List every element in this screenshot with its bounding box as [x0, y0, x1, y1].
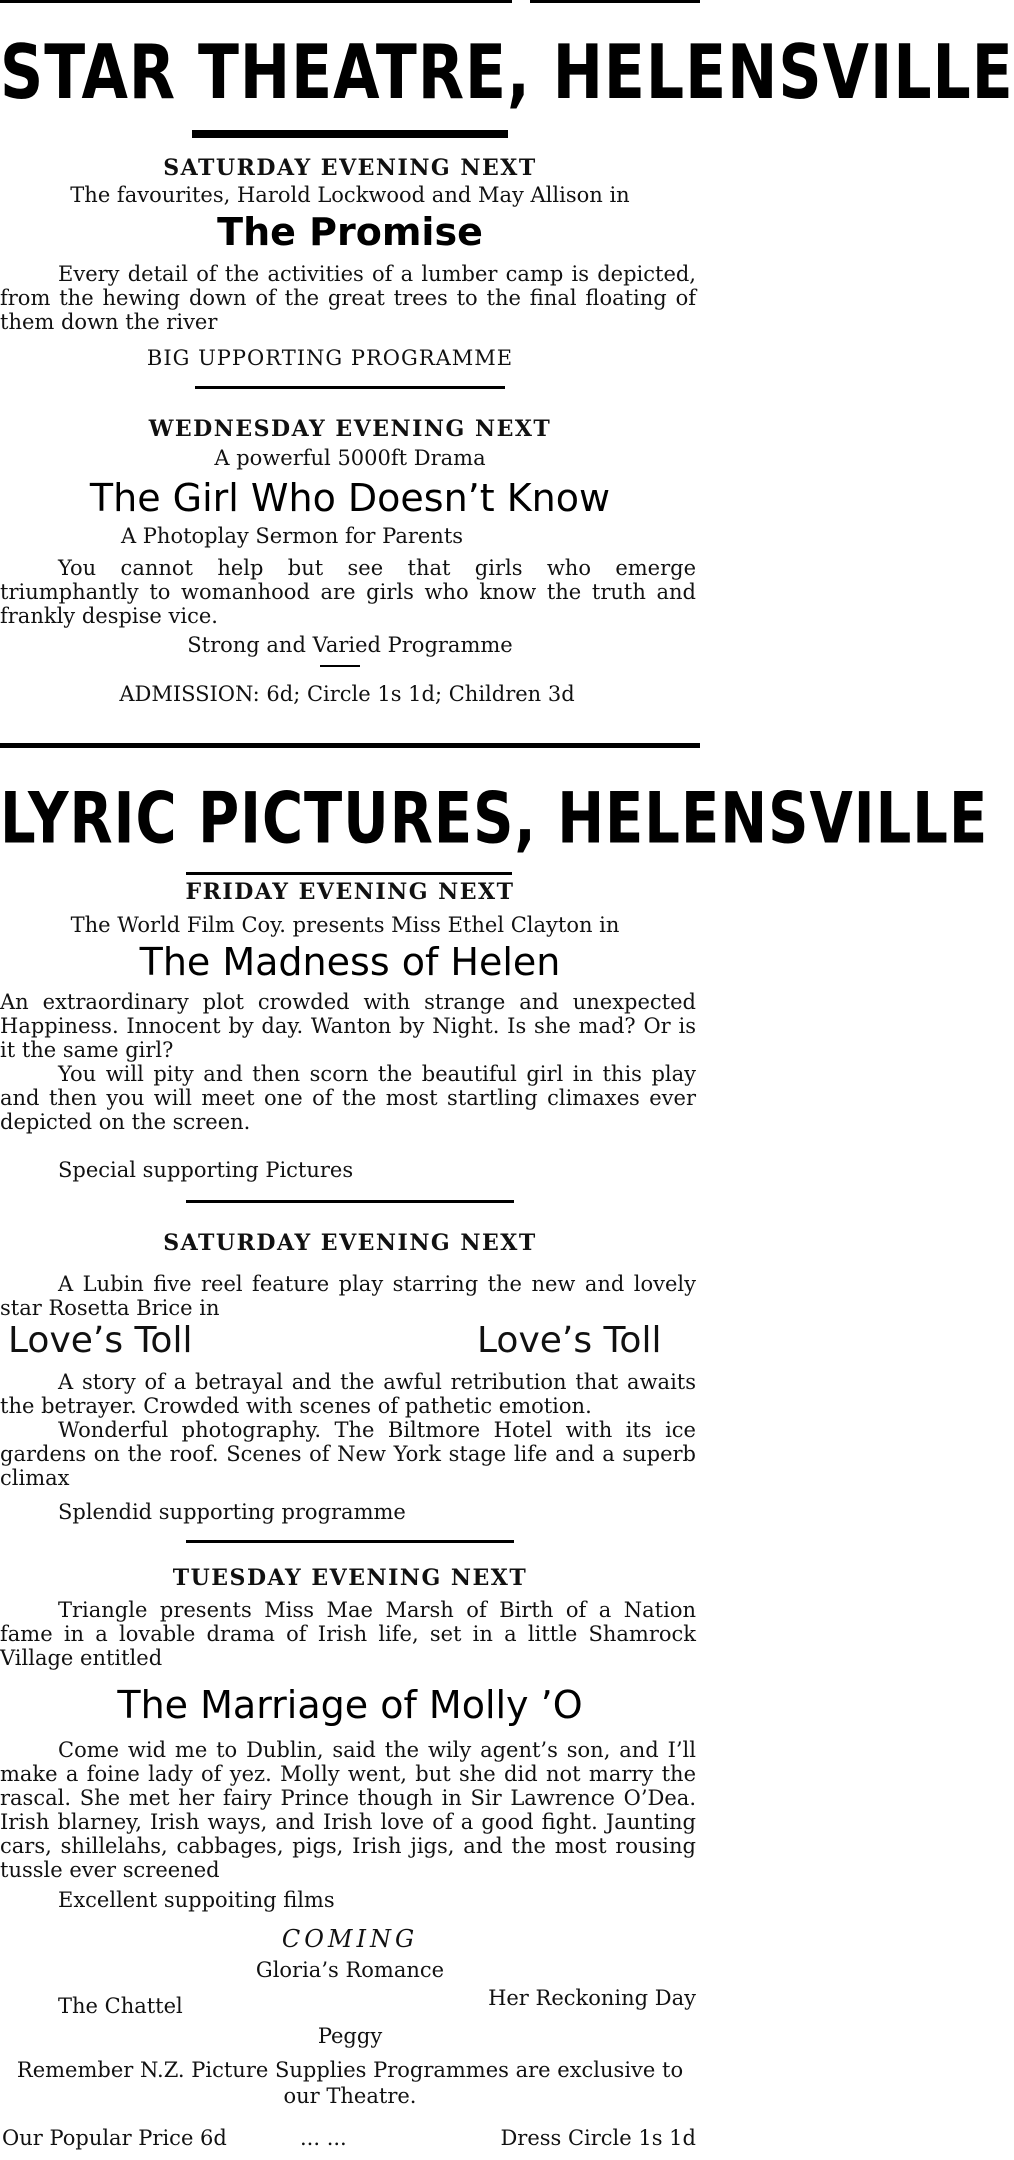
lyric-saturday-desc-para2: Wonderful photography. The Biltmore Hotel with its ice gardens on the roof. Scenes of New York stage life and a superb climax	[0, 1418, 696, 1490]
price-leader-dots: ... ...	[300, 2126, 347, 2150]
star-admission: ADMISSION: 6d; Circle 1s 1d; Children 3d	[119, 682, 575, 706]
lyric-saturday-description	[0, 1370, 696, 1490]
lyric-saturday-title-left: Love’s Toll	[8, 1320, 193, 1361]
dress-circle-price: Dress Circle 1s 1d	[500, 2126, 696, 2150]
banner-underline	[192, 130, 508, 138]
lyric-saturday-intro: A Lubin five reel feature play starring the new and lovely star Rosetta Brice in	[0, 1272, 696, 1320]
coming-item: Peggy	[317, 2024, 383, 2048]
remember-note-continued: our Theatre.	[283, 2084, 417, 2108]
section-divider	[186, 1540, 514, 1543]
lyric-friday-title: The Madness of Helen	[139, 940, 561, 984]
coming-item: The Chattel	[58, 1994, 183, 2018]
lyric-tuesday-intro: Triangle presents Miss Mae Marsh of Birth of a Nation fame in a lovable drama of Irish life, set in a little Shamrock Village entitled	[0, 1598, 696, 1670]
major-divider	[0, 743, 700, 748]
star-wednesday-support: Strong and Varied Programme	[187, 633, 513, 657]
coming-heading: COMING	[281, 1925, 419, 1953]
lyric-tuesday-title: The Marriage of Molly ’O	[117, 1683, 583, 1727]
star-wednesday-description: You cannot help but see that girls who emerge triumphantly to womanhood are girls who know the truth and frankly despise vice.	[0, 556, 696, 628]
lyric-friday-desc-para2: You will pity and then scorn the beautiful girl in this play and then you will meet one of the most startling climaxes ever depicted on the screen.	[0, 1062, 696, 1134]
top-border-right	[530, 0, 700, 3]
star-wednesday-intro: A powerful 5000ft Drama	[214, 446, 486, 470]
coming-item: Gloria’s Romance	[255, 1958, 445, 1982]
star-saturday-title: The Promise	[217, 210, 483, 254]
lyric-friday-desc-para1: An extraordinary plot crowded with strange and unexpected Happiness. Innocent by day. Wanton by Night. Is she mad? Or is it the same girl?	[0, 990, 696, 1062]
star-theatre-banner: STAR THEATRE, HELENSVILLE	[0, 29, 1014, 117]
popular-price: Our Popular Price 6d	[2, 2126, 227, 2150]
lyric-tuesday-support: Excellent suppoiting films	[58, 1888, 335, 1912]
lyric-saturday-heading: SATURDAY EVENING NEXT	[163, 1230, 537, 1256]
lyric-saturday-desc-para1: A story of a betrayal and the awful retribution that awaits the betrayer. Crowded with scenes of pathetic emotion.	[0, 1370, 696, 1418]
star-saturday-description: Every detail of the activities of a lumber camp is depicted, from the hewing down of the great trees to the final floating of them down the river	[0, 262, 696, 334]
star-wednesday-subtitle: A Photoplay Sermon for Parents	[120, 524, 464, 548]
star-wednesday-title: The Girl Who Doesn’t Know	[89, 476, 611, 520]
top-border-left	[0, 0, 512, 3]
star-wednesday-heading: WEDNESDAY EVENING NEXT	[148, 416, 552, 442]
section-divider	[195, 386, 505, 389]
star-saturday-intro: The favourites, Harold Lockwood and May Allison in	[70, 183, 630, 207]
lyric-friday-heading: FRIDAY EVENING NEXT	[185, 879, 515, 905]
star-saturday-support: BIG UPPORTING PROGRAMME	[146, 346, 514, 370]
lyric-tuesday-description: Come wid me to Dublin, said the wily agent’s son, and I’ll make a foine lady of yez. Molly went, but she did not marry the rascal. She met her fairy Prince though in Sir Lawrence O’Dea. Irish blarney, Irish ways, and Irish love of a good fight. Jaunting cars, shillelahs, cabbages, pigs, Irish jigs, and the most rousing tussle ever screened	[0, 1738, 696, 1882]
star-saturday-heading: SATURDAY EVENING NEXT	[163, 155, 537, 181]
short-divider	[320, 665, 360, 667]
lyric-saturday-support: Splendid supporting programme	[58, 1500, 406, 1524]
lyric-saturday-title-right: Love’s Toll	[477, 1320, 662, 1361]
remember-note: Remember N.Z. Picture Supplies Programmes are exclusive to	[16, 2058, 684, 2082]
section-divider	[186, 1200, 514, 1203]
banner-underline	[186, 872, 512, 875]
lyric-friday-support: Special supporting Pictures	[58, 1158, 354, 1182]
coming-item: Her Reckoning Day	[488, 1986, 696, 2010]
lyric-tuesday-heading: TUESDAY EVENING NEXT	[172, 1565, 528, 1591]
lyric-friday-intro: The World Film Coy. presents Miss Ethel Clayton in	[70, 913, 620, 937]
lyric-pictures-banner: LYRIC PICTURES, HELENSVILLE	[0, 778, 989, 860]
lyric-friday-description	[0, 990, 696, 1134]
